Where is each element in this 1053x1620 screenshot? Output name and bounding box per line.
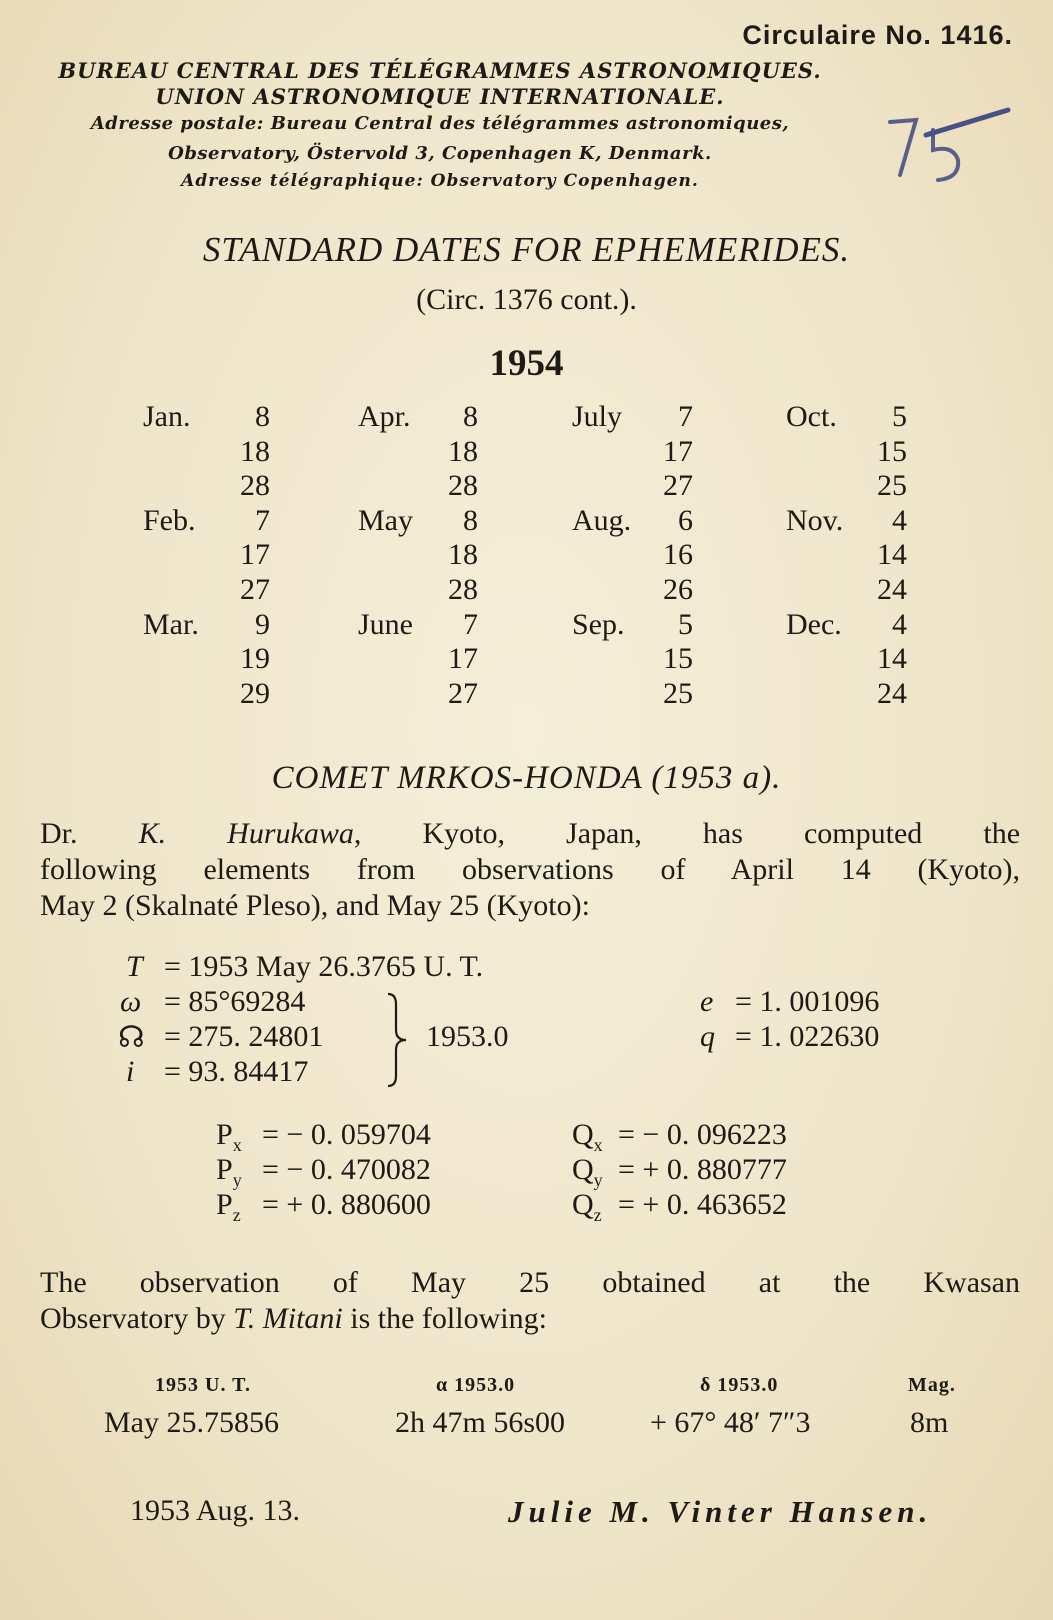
calendar-day: 8 (463, 400, 478, 433)
calendar-day: 16 (663, 538, 693, 571)
obs-line-2: Observatory by T. Mitani is the following: (40, 1302, 547, 1335)
calendar-day: 14 (877, 642, 907, 675)
ephemerides-subtitle: (Circ. 1376 cont.). (416, 283, 637, 316)
e-label: e (700, 985, 714, 1018)
calendar-day: 26 (663, 573, 693, 606)
p-z-value: = + 0. 880600 (262, 1188, 431, 1221)
calendar-day: 7 (463, 608, 478, 641)
calendar-day: 5 (678, 608, 693, 641)
computer-name: K. Hurukawa (138, 817, 354, 850)
i-label: i (126, 1055, 135, 1088)
calendar-day: 17 (663, 435, 693, 468)
calendar-day: 9 (255, 608, 270, 641)
calendar-day: 4 (892, 608, 907, 641)
obs-value-dec: + 67° 48′ 7″3 (650, 1406, 811, 1439)
calendar-month: Mar. (143, 608, 199, 641)
calendar-day: 28 (448, 469, 478, 502)
observer-name: T. Mitani (233, 1302, 343, 1335)
issue-date: 1953 Aug. 13. (130, 1494, 301, 1527)
ephemerides-year: 1954 (489, 343, 564, 384)
calendar-day: 18 (448, 538, 478, 571)
bureau-name: BUREAU CENTRAL DES TÉLÉGRAMMES ASTRONOMIQUES. (58, 58, 822, 83)
calendar-day: 29 (240, 677, 270, 710)
q-z-value: = + 0. 463652 (618, 1188, 787, 1221)
T-label: T (126, 950, 143, 983)
obs-line-1: The observation of May 25 obtained at the Kwasan (40, 1266, 1020, 1299)
calendar-day: 15 (877, 435, 907, 468)
i-value: = 93. 84417 (164, 1055, 309, 1088)
calendar-month: Sep. (572, 608, 625, 641)
node-value: = 275. 24801 (164, 1020, 324, 1053)
comet-intro (40, 816, 1020, 924)
circular-number: Circulaire No. 1416. (742, 20, 1013, 50)
calendar-day: 18 (448, 435, 478, 468)
q-z-label: $Q_z$ (572, 1188, 602, 1225)
q-x-value: = − 0. 096223 (618, 1118, 787, 1151)
calendar-day: 24 (877, 677, 907, 710)
obs-header-mag: Mag. (908, 1374, 956, 1396)
calendar-day: 28 (240, 469, 270, 502)
equinox: 1953.0 (426, 1020, 509, 1053)
calendar-month: Dec. (786, 608, 842, 641)
node-label: ☊ (118, 1021, 145, 1054)
calendar-month: Jan. (143, 400, 191, 433)
postal-address: Adresse postale: Bureau Central des télégrammes astronomiques, (90, 113, 790, 134)
obs-header-time: 1953 U. T. (155, 1374, 251, 1396)
q-y-label: $Q_y$ (572, 1153, 603, 1190)
calendar-day: 27 (448, 677, 478, 710)
signature: Julie M. Vinter Hansen. (508, 1494, 933, 1529)
calendar-day: 17 (448, 642, 478, 675)
calendar-day: 25 (877, 469, 907, 502)
obs-value-mag: 8m (910, 1406, 949, 1439)
p-y-value: = − 0. 470082 (262, 1153, 431, 1186)
p-x-value: = − 0. 059704 (262, 1118, 431, 1151)
calendar-day: 14 (877, 538, 907, 571)
ephemerides-title: STANDARD DATES FOR EPHEMERIDES. (202, 230, 851, 269)
calendar-day: 15 (663, 642, 693, 675)
calendar-day: 4 (892, 504, 907, 537)
calendar-day: 7 (678, 400, 693, 433)
obs-header-ra: α 1953.0 (436, 1374, 516, 1396)
calendar-month: Apr. (358, 400, 411, 433)
q-value: = 1. 022630 (735, 1020, 880, 1053)
q-x-label: $Q_x$ (572, 1118, 603, 1155)
calendar-month: June (358, 608, 413, 641)
postal-address-city: Observatory, Östervold 3, Copenhagen K, Denmark. (168, 143, 712, 164)
calendar-day: 27 (240, 573, 270, 606)
calendar-day: 28 (448, 573, 478, 606)
intro-line-2: following elements from observations of April 14 (Kyoto), (40, 853, 1020, 886)
calendar-day: 6 (678, 504, 693, 537)
calendar-day: 7 (255, 504, 270, 537)
obs-header-dec: δ 1953.0 (700, 1374, 779, 1396)
q-label: q (700, 1020, 715, 1053)
calendar-month: May (358, 504, 413, 537)
intro-line-3: May 2 (Skalnaté Pleso), and May 25 (Kyoto): (40, 889, 590, 922)
calendar-day: 17 (240, 538, 270, 571)
calendar-day: 27 (663, 469, 693, 502)
observation-text (40, 1265, 1020, 1337)
calendar-day: 8 (463, 504, 478, 537)
calendar-month: Oct. (786, 400, 837, 433)
handwritten-mark (878, 100, 1028, 200)
telegraphic-address: Adresse télégraphique: Observatory Copenhagen. (181, 171, 699, 191)
calendar-month: July (572, 400, 623, 433)
intro-line-1: Dr. K. Hurukawa, Kyoto, Japan, has computed the (40, 817, 1021, 850)
q-y-value: = + 0. 880777 (618, 1153, 787, 1186)
p-y-label: $P_y$ (216, 1153, 242, 1190)
omega-value: = 85°69284 (164, 985, 306, 1018)
obs-value-ra: 2h 47m 56s00 (395, 1406, 566, 1439)
p-x-label: $P_x$ (216, 1118, 242, 1155)
calendar-day: 18 (240, 435, 270, 468)
calendar-day: 24 (877, 573, 907, 606)
comet-title: COMET MRKOS-HONDA (1953 a). (271, 760, 782, 796)
calendar-day: 5 (892, 400, 907, 433)
calendar-day: 8 (255, 400, 270, 433)
T-value: = 1953 May 26.3765 U. T. (164, 950, 484, 983)
calendar-day: 25 (663, 677, 693, 710)
e-value: = 1. 001096 (735, 985, 880, 1018)
calendar-day: 19 (240, 642, 270, 675)
calendar-month: Aug. (572, 504, 632, 537)
union-name: UNION ASTRONOMIQUE INTERNATIONALE. (155, 84, 725, 109)
calendar-month: Nov. (786, 504, 844, 537)
calendar-month: Feb. (143, 504, 196, 537)
omega-label: ω (120, 985, 142, 1018)
obs-value-time: May 25.75856 (104, 1406, 279, 1439)
curly-brace (384, 990, 414, 1090)
p-z-label: $P_z$ (216, 1188, 241, 1225)
